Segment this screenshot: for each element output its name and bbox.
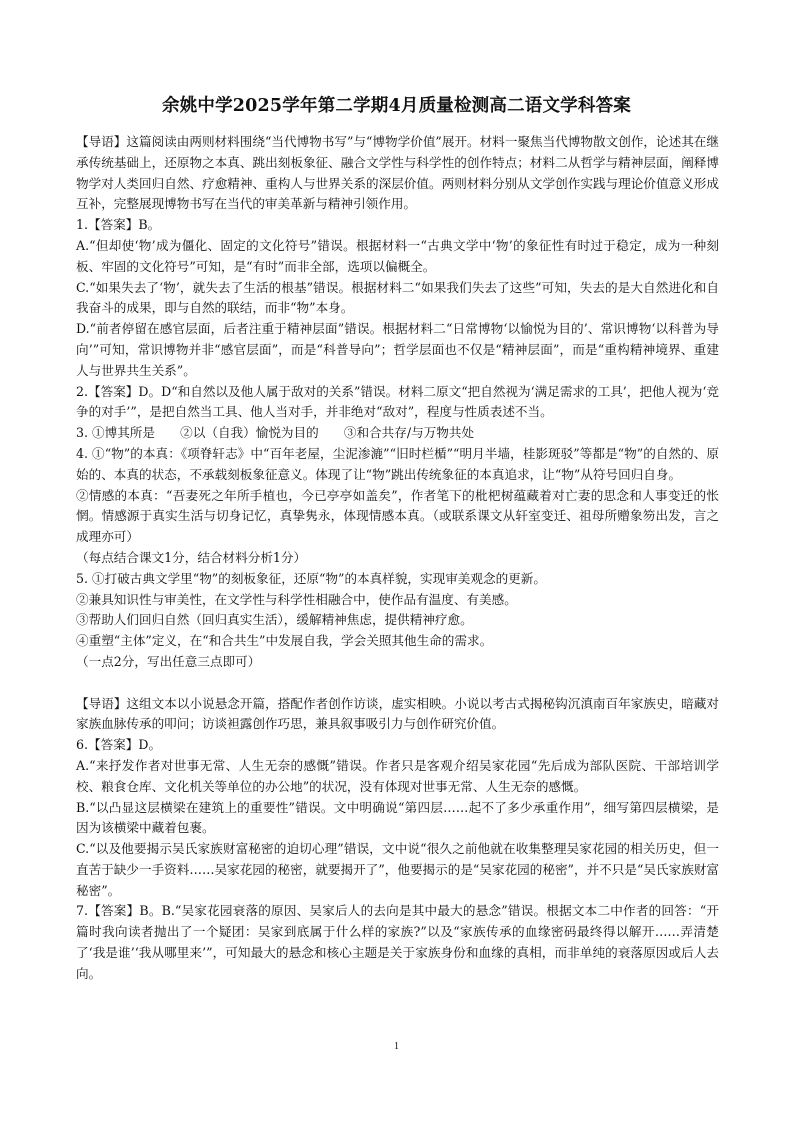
q1-option-c: C.“如果失去了‘物’，就失去了生活的根基”错误。根据材料二“如果我们失去了这些”可知，失去的是大自然进化和自我奋斗的成果，即与自然的联结，而非“物”本身。: [76, 279, 719, 316]
q1-answer: 1.【答案】B。: [76, 217, 161, 233]
guide-paragraph-1: 【导语】这篇阅读由两则材料围绕“当代博物书写”与“博物学价值”展开。材料一聚焦当代博物散文创作，论述其在继承传统基础上，还原物之本真、跳出刻板象征、融合文学性与科学性的创作特点；材料二从哲学与精神层面，阐释博物学对人类回归自然、疗愈精神、重构人与世界关系的深层价值。两则材料分别从文学创作实践与理论价值意义形成互补，完整展现博物书写在当代的审美革新与精神引领作用。: [76, 134, 719, 212]
q4-scoring-note: （每点结合课文1分，结合材料分析1分）: [76, 549, 307, 565]
guide-paragraph-2: 【导语】这组文本以小说悬念开篇，搭配作者创作访谈，虚实相映。小说以考古式揭秘钩沉滇南百年家族史，暗藏对家族血脉传承的叩问；访谈袒露创作巧思，兼具叙事吸引力与创作研究价值。: [76, 695, 719, 732]
q6-option-a: A.“来抒发作者对世事无常、人生无奈的感慨”错误。作者只是客观介绍吴家花园“先后成为部队医院、干部培训学校、粮食仓库、文化机关等单位的办公地”的状况，没有体现对世事无常、人生无奈的感慨。: [76, 757, 719, 794]
q5-point-1: 5. ①打破古典文学里“物”的刻板象征，还原“物”的本真样貌，实现审美观念的更新。: [76, 570, 546, 586]
page-number: 1: [394, 1041, 399, 1052]
q4-point-1: 4. ①“物”的本真：《项脊轩志》中“百年老屋，尘泥渗漉”“旧时栏楯”“明月半墙，桂影斑驳”等都是“物”的自然的、原始的、本真的状态，不承载刻板象征意义。体现了让“物”跳出传统象征的本真追求，让“物”从符号回归自身。: [76, 445, 719, 482]
q1-option-a: A.“但却使‘物’成为僵化、固定的文化符号”错误。根据材料一“古典文学中‘物’的象征性有时过于稳定，成为一种刻板、牢固的文化符号”可知，是“有时”而非全部，选项以偏概全。: [76, 237, 719, 274]
q3-answer: 3. ①博其所是 ②以（自我）愉悦为目的 ③和合共存/与万物共处: [76, 425, 475, 441]
blank-line: [76, 673, 719, 694]
q1-option-d: D.“前者停留在感官层面，后者注重于精神层面”错误。根据材料二“日常博物‘以愉悦为目的’、常识博物‘以科普为导向’”可知，常识博物并非“感官层面”，而是“科普导向”；哲学层面也不仅是“精神层面”，而是“重构精神境界、重建人与世界共生关系”。: [76, 321, 719, 378]
q6-option-b: B.“以凸显这层横梁在建筑上的重要性”错误。文中明确说“第四层……起不了多少承重作用”，细写第四层横梁，是因为该横梁中藏着包裹。: [76, 799, 719, 836]
q7-answer: 7.【答案】B。B.“吴家花园衰落的原因、吴家后人的去向是其中最大的悬念”错误。根据文本二中作者的回答：“开篇时我向读者抛出了一个疑团：吴家到底属于什么样的家族?”以及“家族传承的血缘密码最终得以解开……弄清楚了‘我是谁’‘我从哪里来’”，可知最大的悬念和核心主题是关于家族身份和血缘的真相，而非单纯的衰落原因或后人去向。: [76, 903, 719, 981]
q6-option-c: C.“以及他要揭示吴氏家族财富秘密的迫切心理”错误，文中说“很久之前他就在收集整理吴家花园的相关历史，但一直苦于缺少一手资料……吴家花园的秘密，就要揭开了”，他要揭示的是“吴家花园的秘密”，并不只是“吴氏家族财富秘密”。: [76, 841, 719, 898]
q2-answer: 2.【答案】D。D“和自然以及他人属于敌对的关系”错误。材料二原文“把自然视为‘满足需求的工具’，把他人视为‘竞争的对手’”，是把自然当工具、他人当对手，并非绝对“敌对”，程度与性质表述不当。: [76, 383, 719, 420]
answer-content: [76, 132, 719, 985]
q5-point-3: ③帮助人们回归自然（回归真实生活），缓解精神焦虑，提供精神疗愈。: [76, 612, 473, 628]
q4-point-2: ②情感的本真：“吾妻死之年所手植也，今已亭亭如盖矣”，作者笔下的枇杷树蕴藏着对亡妻的思念和人事变迁的怅惘。情感源于真实生活与切身记忆，真挚隽永，体现情感本真。（或联系课文从轩室变迁、祖母所赠象笏出发，言之成理亦可）: [76, 487, 719, 545]
q5-point-2: ②兼具知识性与审美性，在文学性与科学性相融合中，使作品有温度、有美感。: [76, 591, 517, 607]
q5-point-4: ④重塑“主体”定义，在“和合共生”中发展自我，学会关照其他生命的需求。: [76, 633, 493, 649]
q5-scoring-note: （一点2分，写出任意三点即可）: [76, 653, 261, 669]
document-title: 余姚中学2025学年第二学期4月质量检测高二语文学科答案: [162, 96, 631, 116]
q6-answer: 6.【答案】D。: [76, 737, 162, 753]
